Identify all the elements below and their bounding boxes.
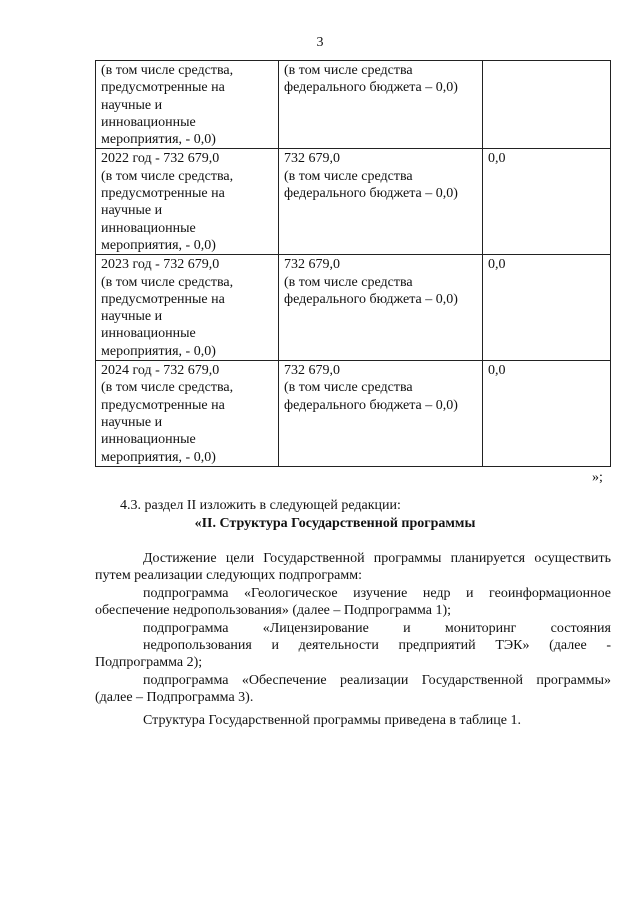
cell-line: 0,0: [488, 151, 506, 167]
cell-line: 2023 год - 732 679,0: [101, 257, 220, 273]
cell-line: (в том числе средства,: [101, 274, 234, 290]
intro-paragraph: [95, 550, 611, 585]
cell-line: научные и: [101, 203, 163, 219]
table-row: [96, 61, 611, 149]
cell-line: (в том числе средства,: [101, 168, 234, 184]
cell-line: федерального бюджета – 0,0): [284, 291, 458, 307]
cell-line: инновационные: [101, 432, 196, 448]
closing-quote-mark: »;: [592, 470, 603, 485]
cell-line: мероприятия, - 0,0): [101, 132, 216, 148]
cell-line: мероприятия, - 0,0): [101, 237, 216, 253]
cell-line: научные и: [101, 309, 163, 325]
total-cell: [96, 255, 279, 361]
subprogram-2-paragraph: [95, 620, 611, 672]
total-cell: [96, 61, 279, 149]
subprogram-2-line-1: подпрограмма «Лицензирование и мониторинг состояния: [143, 620, 611, 636]
section-heading: «II. Структура Государственной программы: [194, 516, 476, 531]
cell-line: предусмотренные на: [101, 291, 225, 307]
cell-line: 2022 год - 732 679,0: [101, 151, 220, 167]
cell-line: 732 679,0: [284, 257, 340, 273]
cell-line: инновационные: [101, 326, 196, 342]
cell-line: предусмотренные на: [101, 80, 225, 96]
funding-table: [95, 60, 611, 467]
intro-line-1: Достижение цели Государственной программы планируется осуществить: [143, 551, 611, 566]
cell-line: мероприятия, - 0,0): [101, 343, 216, 359]
cell-line: 0,0: [488, 257, 506, 273]
subprogram-1-line-1: подпрограмма «Геологическое изучение недр и геоинформационное: [143, 585, 611, 601]
cell-line: научные и: [101, 414, 163, 430]
cell-line: предусмотренные на: [101, 186, 225, 202]
cell-line: федерального бюджета – 0,0): [284, 397, 458, 413]
cell-line: мероприятия, - 0,0): [101, 449, 216, 465]
table-row: [96, 255, 611, 361]
federal-budget-cell: [279, 61, 483, 149]
cell-line: (в том числе средства,: [101, 380, 234, 396]
cell-line: инновационные: [101, 114, 196, 130]
subprogram-2-line-2: недропользования и деятельности предприятий ТЭК» (далее -: [143, 638, 611, 654]
cell-line: 2024 год - 732 679,0: [101, 363, 220, 379]
cell-line: федерального бюджета – 0,0): [284, 80, 458, 96]
table-row: [96, 149, 611, 255]
cell-line: 732 679,0: [284, 363, 340, 379]
page-number: 3: [316, 35, 324, 50]
other-sources-cell: [483, 255, 611, 361]
cell-line: (в том числе средства: [284, 168, 413, 184]
cell-line: (в том числе средства: [284, 274, 413, 290]
subprogram-2-line-3: Подпрограмма 2);: [95, 655, 203, 671]
total-cell: [96, 149, 279, 255]
cell-line: 732 679,0: [284, 151, 340, 167]
cell-line: предусмотренные на: [101, 397, 225, 413]
cell-line: научные и: [101, 97, 163, 113]
federal-budget-cell: [279, 149, 483, 255]
subprogram-3-line-1: подпрограмма «Обеспечение реализации Государственной программы»: [143, 672, 611, 688]
final-paragraph: Структура Государственной программы приведена в таблице 1.: [143, 712, 521, 728]
total-cell: [96, 361, 279, 467]
amendment-instruction: 4.3. раздел II изложить в следующей редакции:: [120, 498, 401, 513]
subprogram-1-line-2: обеспечение недропользования» (далее – Подпрограмма 1);: [95, 603, 452, 619]
cell-line: (в том числе средства,: [101, 63, 234, 78]
intro-line-2: путем реализации следующих подпрограмм:: [95, 568, 362, 584]
subprogram-3-paragraph: [95, 672, 611, 707]
other-sources-cell: [483, 149, 611, 255]
subprogram-3-line-2: (далее – Подпрограмма 3).: [95, 690, 254, 706]
subprogram-1-paragraph: [95, 585, 611, 620]
federal-budget-cell: [279, 255, 483, 361]
section-body: [95, 550, 611, 729]
cell-line: (в том числе средства: [284, 380, 413, 396]
cell-line: 0,0: [488, 363, 506, 379]
cell-line: инновационные: [101, 220, 196, 236]
other-sources-cell: [483, 61, 611, 149]
federal-budget-cell: [279, 361, 483, 467]
other-sources-cell: [483, 361, 611, 467]
cell-line: федерального бюджета – 0,0): [284, 186, 458, 202]
cell-line: (в том числе средства: [284, 63, 413, 78]
table-row: [96, 361, 611, 467]
